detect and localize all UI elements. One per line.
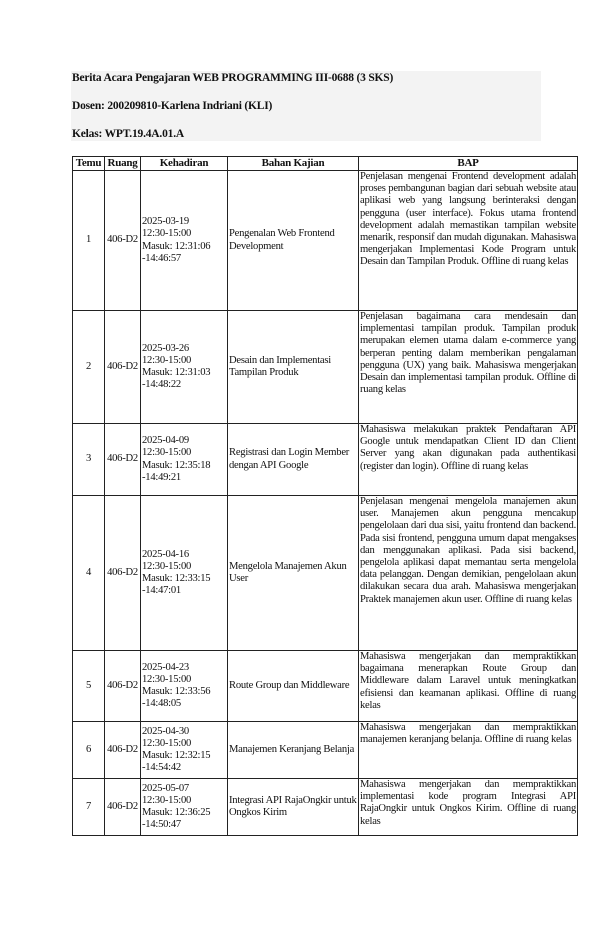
temu-cell: 7: [73, 779, 105, 836]
time-range: 12:30-15:00: [142, 447, 192, 459]
time-range: 12:30-15:00: [142, 794, 192, 806]
kehadiran-cell: [141, 424, 228, 496]
table-row: [73, 496, 578, 651]
temu-cell: 2: [73, 311, 105, 424]
check-in: Masuk: 12:36:25 -14:50:47: [142, 807, 211, 831]
header-bap: BAP: [359, 157, 578, 171]
time-range: 12:30-15:00: [142, 737, 192, 749]
kehadiran-cell: [141, 651, 228, 722]
date: 2025-03-19: [142, 216, 189, 228]
table-row: [73, 311, 578, 424]
temu-cell: 5: [73, 651, 105, 722]
ruang-cell: 406-D2: [105, 311, 141, 424]
header-kehadiran: Kehadiran: [141, 157, 228, 171]
date: 2025-04-09: [142, 435, 189, 447]
bap-cell: Mahasiswa mengerjakan dan mempraktikkan bagaimana menerapkan Route Group dan Middleware dalam Laravel untuk meningkatkan efisiensi dan keamanan aplikasi. Offline di ruang kelas: [359, 651, 578, 722]
temu-cell: 6: [73, 722, 105, 779]
ruang-cell: 406-D2: [105, 424, 141, 496]
kehadiran-cell: [141, 496, 228, 651]
table-row: [73, 171, 578, 311]
temu-cell: 3: [73, 424, 105, 496]
temu-cell: 4: [73, 496, 105, 651]
date: 2025-04-30: [142, 725, 189, 737]
ruang-cell: 406-D2: [105, 496, 141, 651]
temu-cell: 1: [73, 171, 105, 311]
bahan-kajian-cell: Pengenalan Web Frontend Development: [228, 171, 359, 311]
check-in: Masuk: 12:32:15 -14:54:42: [142, 750, 211, 774]
ruang-cell: 406-D2: [105, 722, 141, 779]
kehadiran-cell: [141, 722, 228, 779]
check-in: Masuk: 12:31:06 -14:46:57: [142, 240, 211, 264]
bap-table: [72, 156, 578, 836]
bahan-kajian-cell: Mengelola Manajemen Akun User: [228, 496, 359, 651]
table-row: [73, 722, 578, 779]
kehadiran-cell: [141, 171, 228, 311]
header-ruang: Ruang: [105, 157, 141, 171]
ruang-cell: 406-D2: [105, 171, 141, 311]
ruang-cell: 406-D2: [105, 651, 141, 722]
header-bahan-kajian: Bahan Kajian: [228, 157, 359, 171]
check-in: Masuk: 12:31:03 -14:48:22: [142, 367, 211, 391]
table-row: [73, 779, 578, 836]
table-row: [73, 651, 578, 722]
date: 2025-03-26: [142, 342, 189, 354]
check-in: Masuk: 12:35:18 -14:49:21: [142, 459, 211, 483]
lecturer-line: Dosen: 200209810-Karlena Indriani (KLI): [72, 100, 273, 112]
bahan-kajian-cell: Desain dan Implementasi Tampilan Produk: [228, 311, 359, 424]
class-line: Kelas: WPT.19.4A.01.A: [72, 128, 184, 140]
bap-cell: Mahasiswa melakukan praktek Pendaftaran API Google untuk mendapatkan Client ID dan Client Server yang akan digunakan pada authentikasi (register dan login). Offline di ruang kelas: [359, 424, 578, 496]
document-title: Berita Acara Pengajaran WEB PROGRAMMING III-0688 (3 SKS): [72, 72, 394, 84]
header-temu: Temu: [73, 157, 105, 171]
bap-cell: Penjelasan mengenai mengelola manajemen akun user. Manajemen akun pengguna mencakup pengelolaan dari dua sisi, yaitu frontend dan backend. Pada sisi frontend, pengguna umum dapat mengakses dan menggunakan aplikasi. Pada sisi backend, pengelola aplikasi dapat memantau serta mengelola data pelanggan. Dengan demikian, pengelolaan akun dilakukan secara dua arah. Mahasiswa mengerjakan Praktek manajemen akun user. Offline di ruang kelas: [359, 496, 578, 651]
time-range: 12:30-15:00: [142, 228, 192, 240]
check-in: Masuk: 12:33:15 -14:47:01: [142, 573, 211, 597]
bap-cell: Mahasiswa mengerjakan dan mempraktikkan manajemen keranjang belanja. Offline di ruang kelas: [359, 722, 578, 779]
ruang-cell: 406-D2: [105, 779, 141, 836]
bahan-kajian-cell: Manajemen Keranjang Belanja: [228, 722, 359, 779]
bahan-kajian-cell: Route Group dan Middleware: [228, 651, 359, 722]
check-in: Masuk: 12:33:56 -14:48:05: [142, 686, 211, 710]
bap-cell: Penjelasan bagaimana cara mendesain dan implementasi tampilan produk. Tampilan produk merupakan elemen utama dalam e-commerce yang berperan penting dalam memberikan pengalaman pengguna (UX) yang baik. Mahasiswa mengerjakan Desain dan implementasi tampilan produk. Offline di ruang kelas: [359, 311, 578, 424]
bap-cell: Mahasiswa mengerjakan dan mempraktikkan implementasi kode program Integrasi API RajaOngkir untuk Ongkos Kirim. Offline di ruang kelas: [359, 779, 578, 836]
bahan-kajian-cell: Registrasi dan Login Member dengan API Google: [228, 424, 359, 496]
date: 2025-04-16: [142, 548, 189, 560]
kehadiran-cell: [141, 779, 228, 836]
time-range: 12:30-15:00: [142, 560, 192, 572]
table-header-row: [73, 157, 578, 171]
bap-cell: Penjelasan mengenai Frontend development adalah proses pembangunan bagian dari sebuah website atau aplikasi web yang langsung berinteraksi dengan pengguna (user interface). Fokus utama frontend development adalah memastikan tampilan website menarik, responsif dan mudah digunakan. Mahasiswa mengerjakan Implementasi Kode Program untuk Desain dan Tampilan Produk. Offline di ruang kelas: [359, 171, 578, 311]
table-row: [73, 424, 578, 496]
kehadiran-cell: [141, 311, 228, 424]
bahan-kajian-cell: Integrasi API RajaOngkir untuk Ongkos Kirim: [228, 779, 359, 836]
time-range: 12:30-15:00: [142, 354, 192, 366]
date: 2025-04-23: [142, 661, 189, 673]
time-range: 12:30-15:00: [142, 673, 192, 685]
date: 2025-05-07: [142, 782, 189, 794]
